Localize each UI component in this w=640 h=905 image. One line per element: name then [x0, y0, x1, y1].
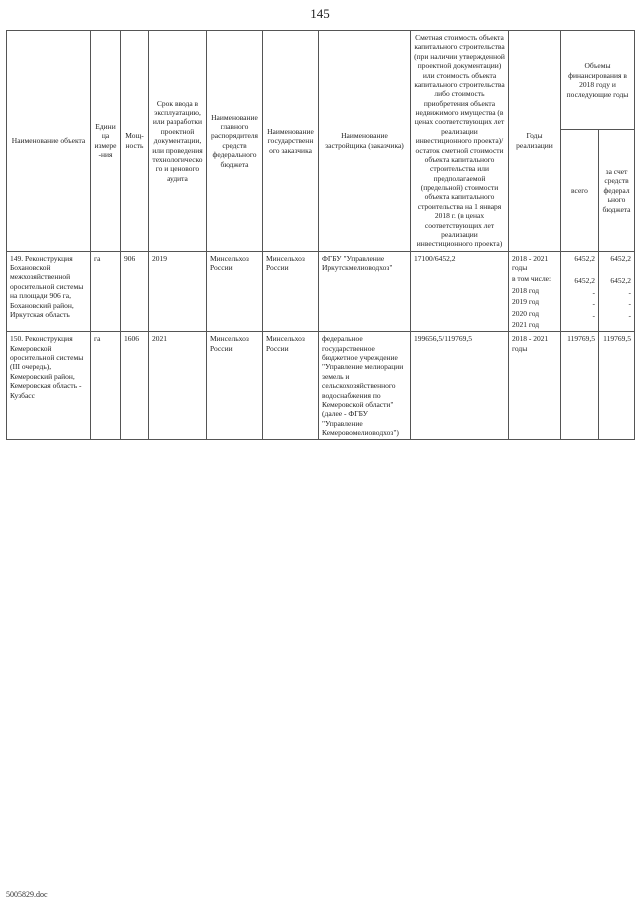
- row-funding-total: [561, 251, 599, 332]
- header-years: Годы реализации: [509, 31, 561, 252]
- header-funding: Объемы финансирования в 2018 году и последующие годы: [561, 31, 635, 130]
- row-estimated-cost: 17100/6452,2: [411, 251, 509, 332]
- funding-federal-value: -: [628, 299, 632, 309]
- header-unit: Единица измере-ния: [91, 31, 121, 252]
- row-number: 149.: [10, 253, 24, 263]
- year-label: 2018 - 2021 годы: [512, 334, 549, 353]
- year-label: в том числе:: [512, 274, 552, 284]
- header-capacity: Мощ-ность: [121, 31, 149, 252]
- header-deadline: Срок ввода в эксплуатацию, или разработки проектной документации, или проведения технологического и ценового аудита: [149, 31, 207, 252]
- row-funding-total: [561, 332, 599, 440]
- row-capacity: 1606: [121, 332, 149, 440]
- row-funding-federal: [599, 251, 635, 332]
- row-capacity: 906: [121, 251, 149, 332]
- year-label: 2018 - 2021 годы: [512, 253, 549, 272]
- header-funding-federal: за счет средств федерального бюджета: [599, 130, 635, 251]
- row-deadline: 2019: [149, 251, 207, 332]
- header-developer: Наименование застройщика (заказчика): [319, 31, 411, 252]
- table-row: [7, 251, 635, 332]
- funding-total-value: 119769,5: [567, 334, 595, 344]
- funding-total-value: -: [592, 310, 595, 320]
- row-estimated-cost: 199656,5/119769,5: [411, 332, 509, 440]
- row-customer-name: Минсельхоз России: [263, 332, 319, 440]
- funding-federal-value: 6452,2: [610, 276, 632, 286]
- row-deadline: 2021: [149, 332, 207, 440]
- table-header-row: [7, 31, 635, 130]
- page-number: 145: [310, 6, 330, 21]
- row-gov-client: Минсельхоз России: [207, 332, 263, 440]
- funding-total-value: 6452,2: [574, 276, 595, 286]
- row-unit: га: [91, 332, 121, 440]
- row-object-cell: [7, 251, 91, 332]
- document-filename: 5005829.doc: [6, 890, 48, 899]
- row-object-name: Реконструкция Кемеровской оросительной системы (III очередь), Кемеровский район, Кемеровская область - Кузбасс: [10, 334, 84, 400]
- funding-total-value: -: [592, 299, 595, 309]
- row-funding-federal: [599, 332, 635, 440]
- year-label: 2020 год: [512, 308, 540, 318]
- row-customer-name: Минсельхоз России: [263, 251, 319, 332]
- header-gov-client: Наименование главного распорядителя средств федерального бюджета: [207, 31, 263, 252]
- header-funding-total: всего: [561, 130, 599, 251]
- row-developer: федеральное государственное бюджетное учреждение "Управление мелиорации земель и сельскохозяйственного водоснабжения по Кемеровской области" (далее - ФГБУ "Управление Кемеровомелиоводхоз"): [319, 332, 411, 440]
- year-label: 2018 год: [512, 285, 540, 295]
- header-customer-name: Наименование государственного заказчика: [263, 31, 319, 252]
- funding-federal-value: -: [628, 287, 632, 297]
- funding-federal-value: 6452,2: [610, 253, 632, 263]
- row-unit: га: [91, 251, 121, 332]
- row-developer: ФГБУ "Управление Иркутскмелиоводхоз": [319, 251, 411, 332]
- row-object-cell: [7, 332, 91, 440]
- funding-federal-value: -: [628, 310, 632, 320]
- funding-total-value: -: [592, 287, 595, 297]
- table-row: [7, 332, 635, 440]
- funding-total-value: [564, 265, 595, 274]
- year-label: 2021 год: [512, 319, 540, 329]
- row-years: [509, 332, 561, 440]
- header-object-name: Наименование объекта: [7, 31, 91, 252]
- investment-table: [6, 30, 635, 440]
- row-object-name: Реконструкция Бохановской межхозяйственной оросительной системы на площади 906 га, Бохановский район, Иркутская область: [10, 253, 84, 319]
- row-number: 150.: [10, 334, 24, 344]
- header-estimated-cost: Сметная стоимость объекта капитального строительства (при наличии утвержденной проектной документации) или стоимость объекта капитального строительства либо стоимость приобретения объекта недвижимого имущества (в ценах соответствующих лет реализации инвестиционного проекта)/остаток сметной стоимости объекта капитального строительства или предполагаемой (предельной) стоимости объекта капитального строительства на 1 января 2018 г. (в ценах соответствующих лет реализации инвестиционного проекта): [411, 31, 509, 252]
- row-years: [509, 251, 561, 332]
- funding-total-value: 6452,2: [574, 253, 595, 263]
- row-gov-client: Минсельхоз России: [207, 251, 263, 332]
- funding-federal-value: 119769,5: [603, 334, 632, 344]
- funding-federal-value: [602, 265, 631, 274]
- year-label: 2019 год: [512, 297, 540, 307]
